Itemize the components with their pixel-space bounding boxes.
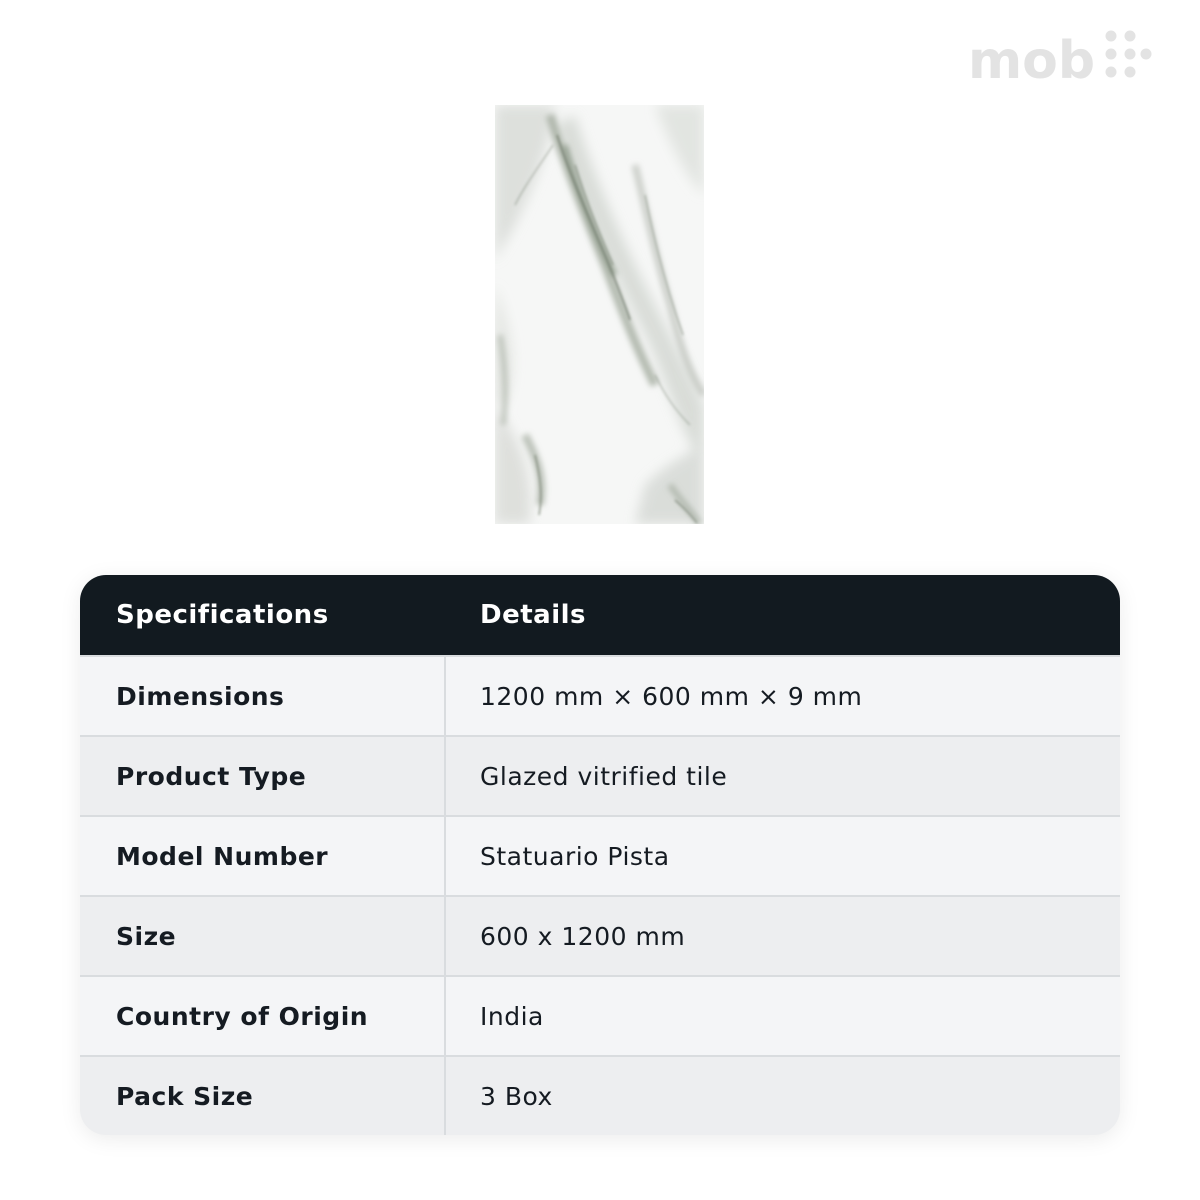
header-details: Details xyxy=(480,600,586,630)
spec-value-model-number: Statuario Pista xyxy=(480,841,670,871)
spec-key-product-type: Product Type xyxy=(80,737,446,815)
spec-value-size: 600 x 1200 mm xyxy=(480,921,686,951)
logo-text: mob xyxy=(968,31,1096,86)
specifications-table xyxy=(80,575,1120,1135)
spec-value-pack-size: 3 Box xyxy=(480,1081,553,1111)
spec-key-pack-size: Pack Size xyxy=(80,1057,446,1135)
table-row xyxy=(80,895,1120,975)
brand-logo xyxy=(966,26,1156,86)
spec-value-dimensions: 1200 mm × 600 mm × 9 mm xyxy=(480,681,863,711)
marble-tile-image xyxy=(495,105,704,524)
spec-value-product-type: Glazed vitrified tile xyxy=(480,761,728,791)
table-row xyxy=(80,815,1120,895)
table-row xyxy=(80,1055,1120,1135)
table-row xyxy=(80,735,1120,815)
spec-key-country-of-origin: Country of Origin xyxy=(80,977,446,1055)
spec-value-country-of-origin: India xyxy=(480,1001,544,1031)
table-header-row xyxy=(80,575,1120,655)
spec-key-size: Size xyxy=(80,897,446,975)
logo-dots-icon xyxy=(1106,31,1152,78)
header-specifications: Specifications xyxy=(116,600,329,630)
spec-key-dimensions: Dimensions xyxy=(80,657,446,735)
table-row xyxy=(80,655,1120,735)
table-row xyxy=(80,975,1120,1055)
spec-key-model-number: Model Number xyxy=(80,817,446,895)
